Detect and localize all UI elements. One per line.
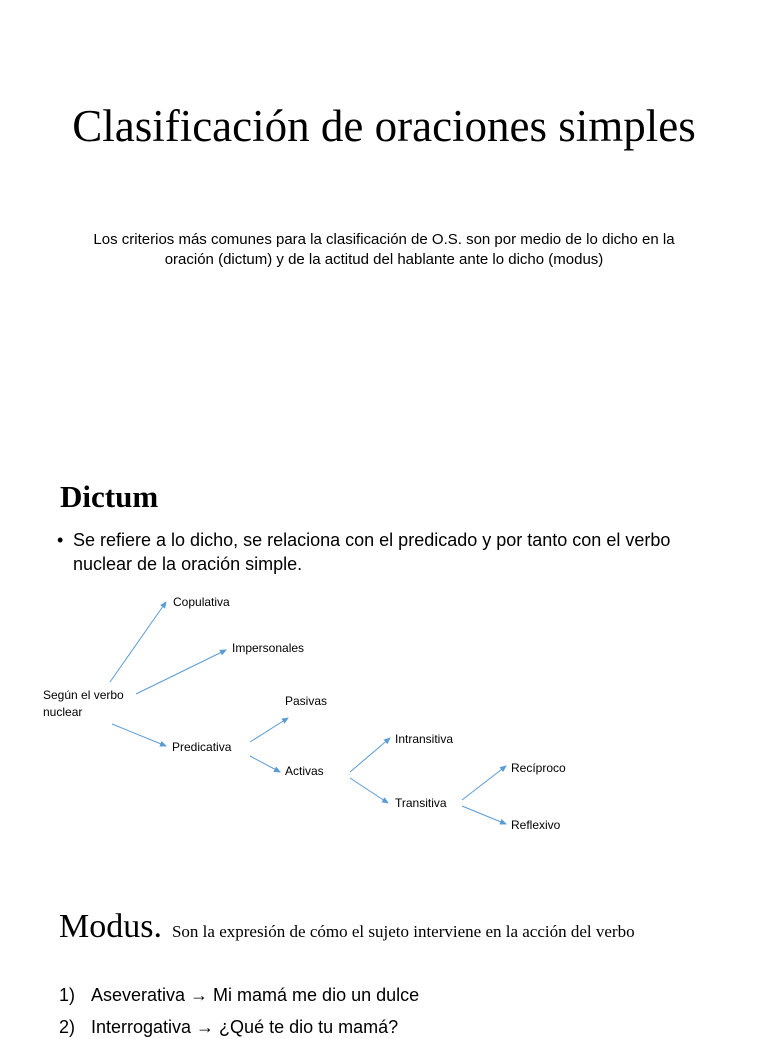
arrow-transitiva-to-reflexivo bbox=[462, 806, 506, 824]
node-reciproco: Recíproco bbox=[511, 761, 566, 775]
bullet-dot-icon: • bbox=[57, 530, 64, 550]
node-reflexivo: Reflexivo bbox=[511, 818, 561, 832]
page-title: Clasificación de oraciones simples bbox=[72, 101, 696, 151]
arrow-activas-to-intransitiva bbox=[350, 738, 390, 772]
modus-list-item bbox=[59, 1015, 398, 1039]
node-transitiva: Transitiva bbox=[395, 796, 447, 810]
dictum-heading: Dictum bbox=[60, 479, 159, 514]
node-root bbox=[43, 687, 124, 721]
node-copulativa: Copulativa bbox=[173, 595, 230, 609]
node-activas: Activas bbox=[285, 764, 324, 778]
node-impersonales: Impersonales bbox=[232, 641, 305, 655]
arrow-root-to-predicativa bbox=[112, 724, 166, 746]
modus-description: Son la expresión de cómo el sujeto interviene en la acción del verbo bbox=[171, 922, 635, 941]
modus-list-text: Aseverativa → Mi mamá me dio un dulce bbox=[91, 985, 420, 1005]
node-root-line1: Según el verbo bbox=[43, 688, 124, 702]
modus-heading-line bbox=[59, 908, 635, 946]
arrow-activas-to-transitiva bbox=[350, 778, 388, 803]
modus-list-item bbox=[59, 983, 419, 1007]
modus-list-text: Interrogativa → ¿Qué te dio tu mamá? bbox=[91, 1017, 399, 1037]
modus-heading: Modus. bbox=[59, 908, 162, 945]
page-subtitle: Los criterios más comunes para la clasificación de O.S. son por medio de lo dicho en la oración (dictum) y de la actitud del hablante ante lo dicho (modus) bbox=[93, 231, 675, 268]
node-predicativa: Predicativa bbox=[172, 740, 232, 754]
node-pasivas: Pasivas bbox=[285, 694, 328, 708]
arrow-root-to-copulativa bbox=[110, 602, 166, 682]
dictum-bullet-text: Se refiere a lo dicho, se relaciona con el predicado y por tanto con el verbo nuclear de la oración simple. bbox=[73, 530, 671, 574]
modus-list-number: 1) bbox=[59, 985, 76, 1005]
arrow-transitiva-to-reciproco bbox=[462, 766, 506, 800]
arrow-predicativa-to-pasivas bbox=[250, 718, 288, 742]
node-intransitiva: Intransitiva bbox=[395, 732, 454, 746]
arrow-root-to-impersonales bbox=[136, 650, 226, 694]
node-root-line2: nuclear bbox=[43, 705, 83, 719]
modus-list-number: 2) bbox=[59, 1017, 76, 1037]
dictum-bullet bbox=[57, 528, 717, 576]
arrow-predicativa-to-activas bbox=[250, 756, 280, 772]
